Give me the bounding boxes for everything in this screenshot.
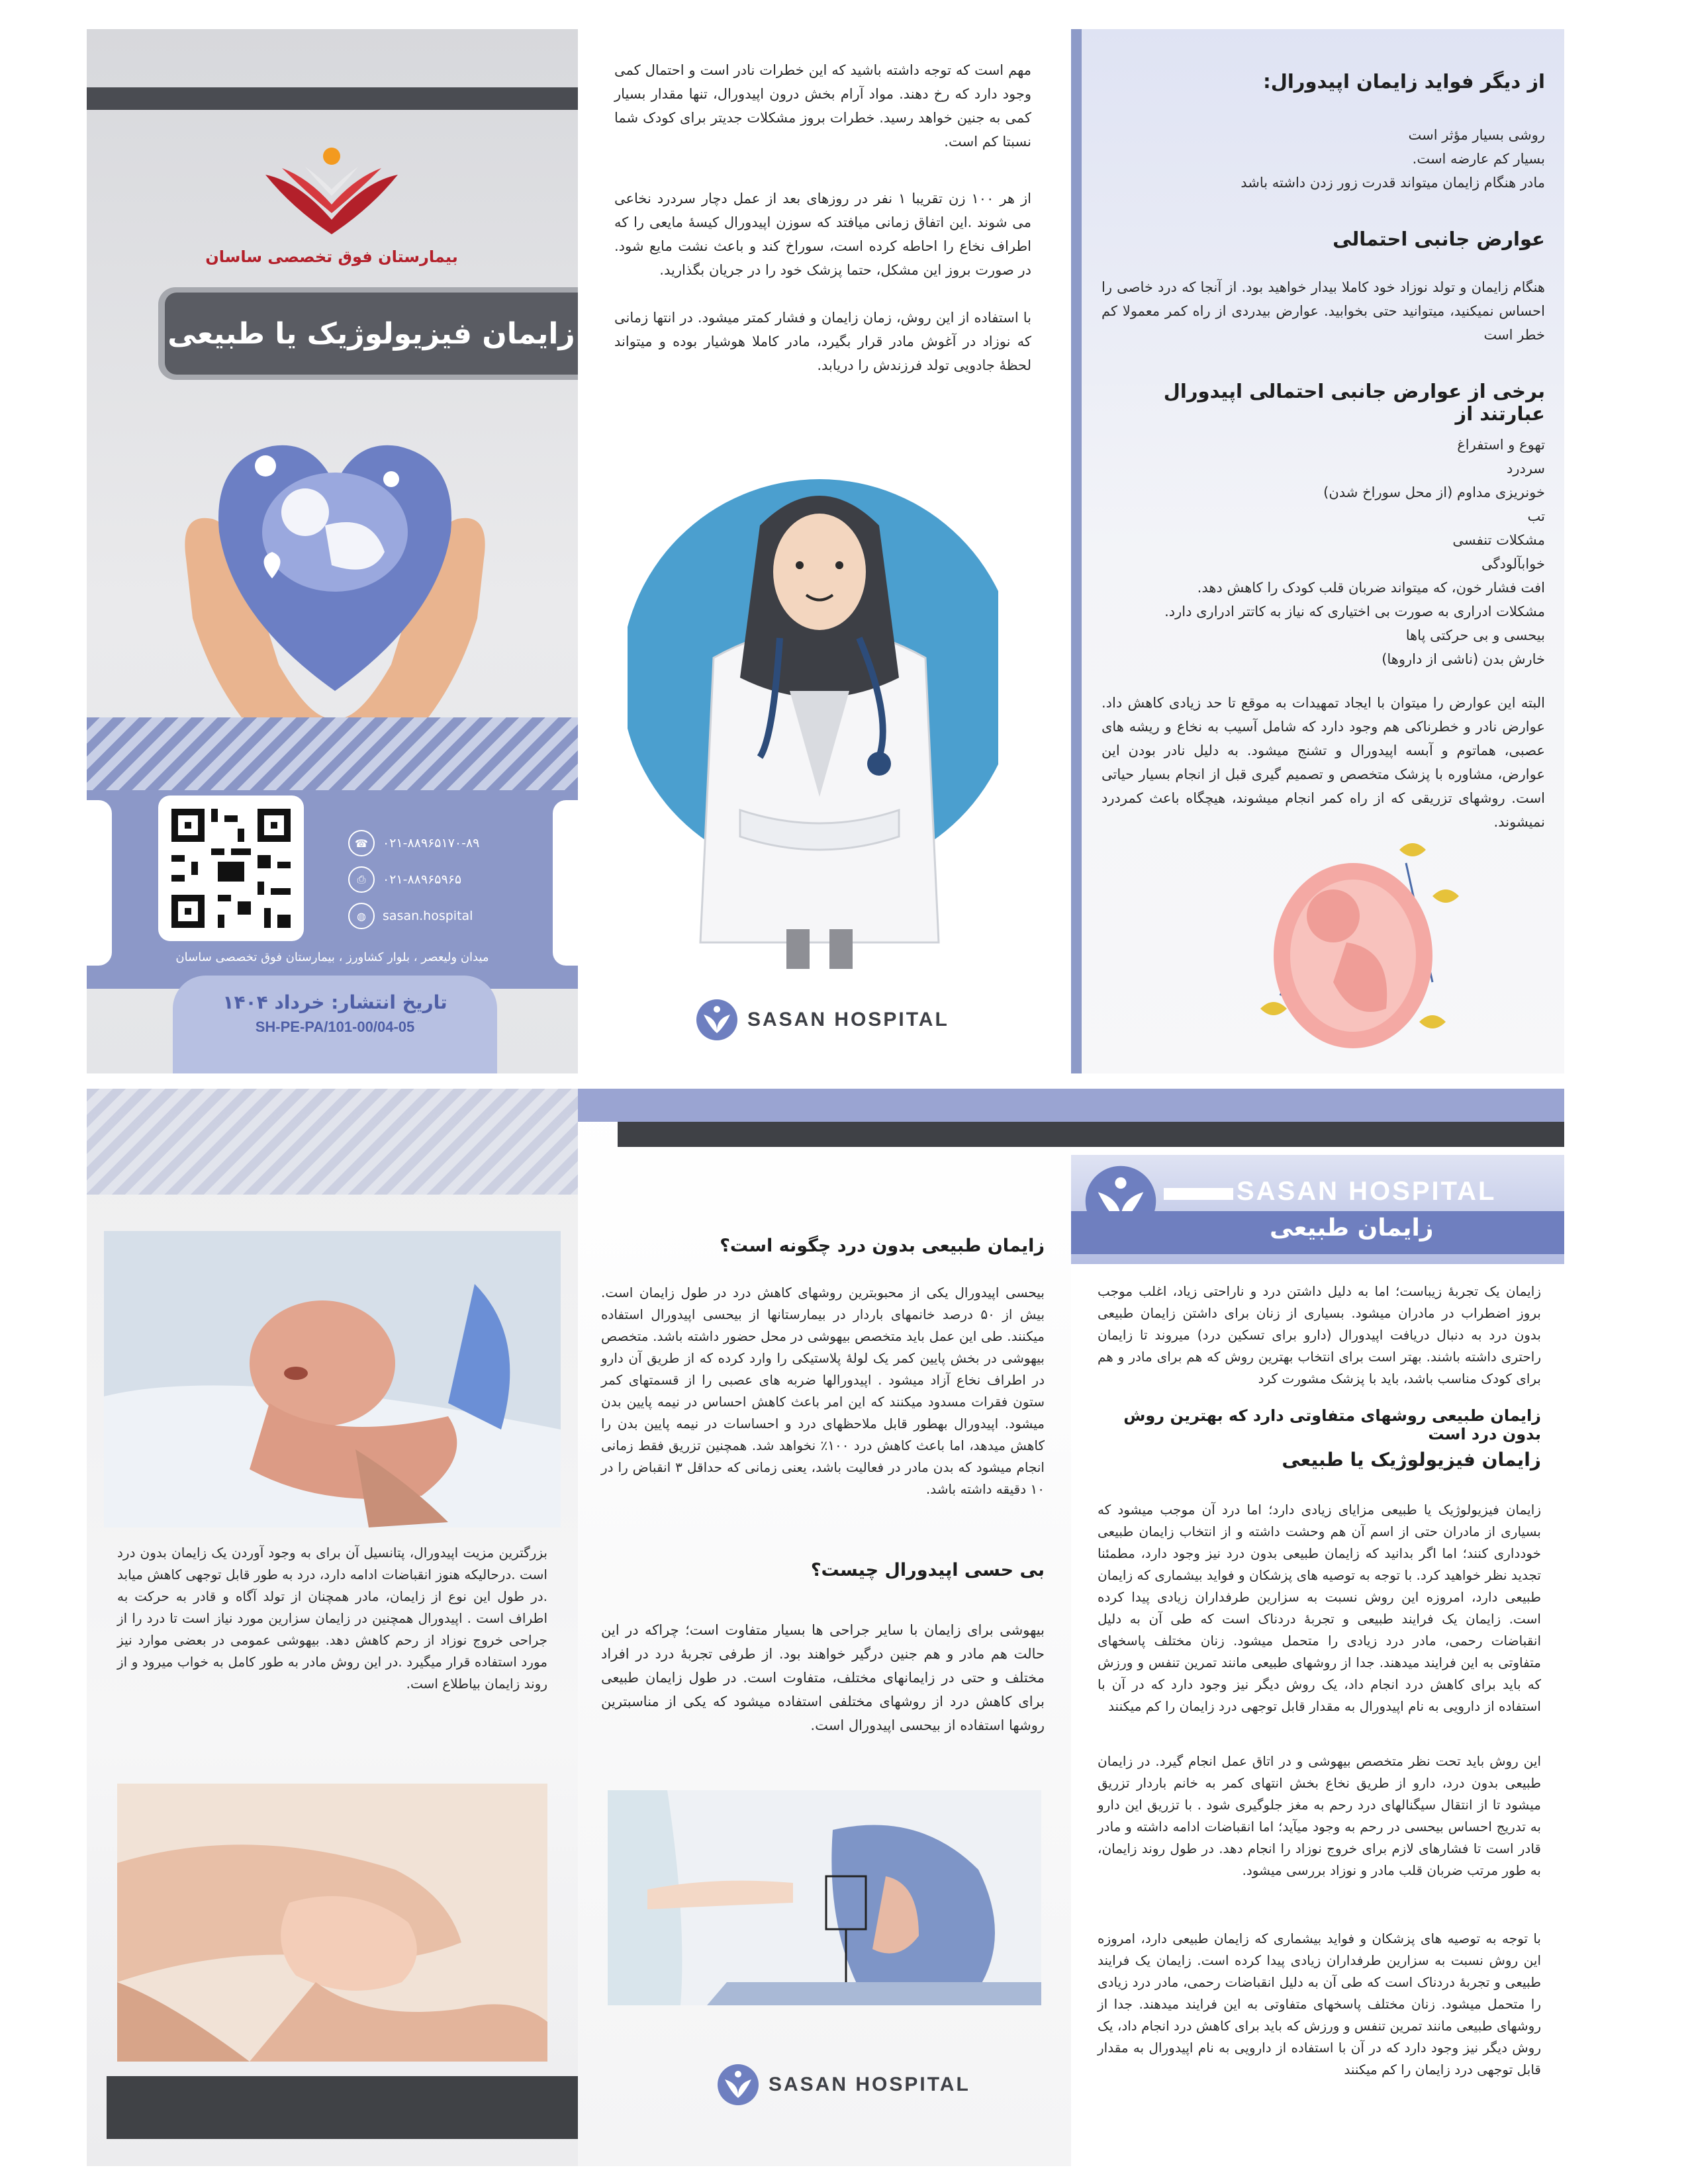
website-link[interactable]: sasan.hospital xyxy=(383,909,473,923)
sasan-logo-icon xyxy=(717,2064,759,2106)
baby-hand-photo xyxy=(117,1784,547,2062)
natural-birth-panel xyxy=(1071,1089,1564,2166)
side-effect-item: تهوع و استفراغ xyxy=(1457,437,1545,453)
panel6-header-band xyxy=(1071,1089,1564,1122)
natural-birth-intro: زایمان یک تجربهٔ زیباست؛ اما به دلیل داشتن درد و ناراحتی زیاد، اغلب موجب بروز اضطراب در مادران میشود. بسیاری از زنان برای داشتن زایمان طبیعی بدون درد به دنبال دریافت اپیدورال (دارو برای تسکین درد) میروند تا زایمان راحتری داشته باشند. بهتر است برای انتخاب بهترین روش که هم برای مادر و هم برای کودک مناسب باشد، باید با پزشک مشورت کرد xyxy=(1098,1283,1541,1387)
side-effects-list xyxy=(1102,433,1545,671)
side-effect-item: سردرد xyxy=(1506,461,1545,477)
epidural-risks-panel xyxy=(578,29,1071,1073)
panel6-dark-strip xyxy=(1071,1122,1564,1147)
benefits-heading: از دیگر فواید زایمان اپیدورال: xyxy=(1263,70,1545,93)
footer-logo xyxy=(696,997,961,1043)
possible-effects-heading: برخی از عوارض جانبی احتمالی اپیدورال عبارتند از xyxy=(1163,380,1545,425)
what-is-epidural-text: بیهوشی برای زایمان با سایر جراحی ها بسیار متفاوت است؛ چراکه در این حالت هم مادر و هم جنین درگیر خواهند بود. از طرفی تجربهٔ درد در افراد مختلف و حتی در زایمانهای مختلف، متفاوت است. در طول زایمان طبیعی برای کاهش درد از روشهای مختلفی استفاده میشود که یکی از مناسبترین روشها استفاده از بیحسی اپیدورال است. xyxy=(601,1622,1045,1733)
panel5-footer-logo xyxy=(717,2062,995,2108)
side-effects-heading: عوارض جانبی احتمالی xyxy=(1333,228,1545,250)
contact-tab-right xyxy=(553,800,578,966)
qr-code[interactable] xyxy=(158,796,304,941)
epidural-procedure-illustration xyxy=(608,1790,1041,2005)
physiologic-text-2: این روش باید تحت نظر متخصص بیهوشی و در اتاق عمل انجام گیرد. در زایمان طبیعی بدون درد، دارو از طریق نخاع بخش انتهای کمر به خانم باردار تزریق میشود تا از انتقال سیگنالهای درد رحم به مغز جلوگیری شود . با تزریق این دارو به تدریج احساس بیحسی در رحم به وجود میآید؛ اما انقباضات ادامه داشته و مادر قادر است تا فشارهای لازم برای خروج نوزاد را انجام دهد. در طول روند زایمان، به طور مرتب ضربان قلب مادر و نوزاد بررسی میشود. xyxy=(1098,1753,1541,1878)
painless-birth-text: بیحسی اپیدورال یکی از محبوبترین روشهای کاهش درد در طول زایمان است. بیش از ۵۰ درصد خانمهای باردار در بیمارستانها از بیحسی اپیدورال استفاده میکنند. طی این عمل باید متخصص بیهوشی در محل حضور داشته باشد. متخصص بیهوشی در بخش پایین کمر یک لولهٔ پلاستیکی را وارد کرده که از طریق آن دارو در اطراف نخاع آزاد میشود . اپیدورالها ضربه های عصبی را از قسمتهای کمر ستون فقرات مسدود میکنند که این امر باعث کاهش احساس در نیمه پایین بدن میشود. اپیدورال بهطور قابل ملاحظهای درد و احساسات در نیمه پایین بدن را کاهش میدهد، اما باعث کاهش درد ۱۰۰٪ نخواهد شد. همچنین تزریق فقط زمانی انجام میشود که بدن مادر در فعالیت باشد، یعنی زمانی که حداقل ۳ انقباض را در ۱۰ دقیقه داشته باشد. xyxy=(601,1285,1045,1497)
heart-baby-illustration xyxy=(173,400,497,731)
physiologic-text-3: با توجه به توصیه های پزشکان و فواید بیشماری که زایمان طبیعی دارد، امروزه این روش نسبت به سزارین طرفداران زیادی پیدا کرده است. زایمان یک فرایند طبیعی و تجربهٔ دردناک است که طی آن به دلیل انقباضات رحمی، مادر درد زیادی را متحمل میشود. زنان مختلف پاسخهای متفاوتی به این فرایند میدهند. جدا از روشهای طبیعی مانند تمرین تنفس و ورزش که باید برای کاهش درد انجام داد، یک روش دیگر نیز وجود دارد که در آن با استفاده از دارویی به نام اپیدورال به مقدار قابل توجهی درد زایمان را کم میکنند xyxy=(1098,1931,1541,2077)
benefit-item: بسیار کم عارضه است. xyxy=(1412,151,1545,167)
physiologic-text-1: زایمان فیزیولوژیک یا طبیعی مزایای زیادی دارد؛ اما درد آن موجب میشود که بسیاری از مادران حتی از اسم آن هم وحشت داشته و از انتخاب زایمان طبیعی خودداری کنند؛ اما اگر بدانید که زایمان طبیعی بدون درد نیز وجود دارد، مطمئنا تجدید نظر خواهید کرد. با توجه به توصیه های پزشکان و فواید بیشماری که زایمان طبیعی دارد، امروزه این روش نسبت به سزارین طرفداران زیادی پیدا کرده است. زایمان یک فرایند طبیعی و تجربهٔ دردناک است که طی آن به دلیل انقباضات رحمی، مادر درد زیادی را متحمل میشود. زنان مختلف پاسخهای متفاوتی به این فرایند میدهند. جدا از روشهای طبیعی مانند تمرین تنفس و ورزش که باید برای کاهش درد انجام داد، یک روش دیگر نیز وجود دارد که در آن با استفاده از دارویی به نام اپیدورال به مقدار قابل توجهی درد زایمان را کم میکنند xyxy=(1098,1502,1541,1714)
side-effect-item: خوابآلودگی xyxy=(1481,556,1545,572)
side-effect-item: افت فشار خون، که میتواند ضربان قلب کودک را کاهش دهد. xyxy=(1197,580,1545,596)
methods-heading: زایمان طبیعی روشهای متفاوتی دارد که بهترین روش بدون درد است xyxy=(1123,1406,1541,1443)
what-is-epidural-heading: بی حسی اپیدورال چیست؟ xyxy=(810,1560,1045,1580)
website-row xyxy=(348,903,473,929)
side-effect-item: بیحسی و بی حرکتی پاها xyxy=(1405,627,1545,643)
striped-band xyxy=(87,717,578,790)
address-text: میدان ولیعصر ، بلوار کشاورز ، بیمارستان فوق تخصصی ساسان xyxy=(175,950,489,964)
footer-brand-text: SASAN HOSPITAL xyxy=(747,1009,949,1030)
benefit-item: مادر هنگام زایمان میتواند قدرت زور زدن داشته باشد xyxy=(1241,175,1545,191)
panel5-brand-text: SASAN HOSPITAL xyxy=(769,2073,970,2095)
fax-icon: ⎙ xyxy=(348,866,375,893)
side-effects-intro: هنگام زایمان و تولد نوزاد خود کاملا بیدار خواهید بود. از آنجا که درد خاصی را احساس نمیکنید، میتوانید حتی بخوابید. عوارض بیدردی از راه کمر معمولا کم خطر است xyxy=(1102,279,1545,343)
benefits-list xyxy=(1102,123,1545,195)
side-effect-item: مشکلات ادراری به صورت بی اختیاری که نیاز به کاتتر ادراری دارد. xyxy=(1164,604,1545,619)
risks-paragraph-2: از هر ۱۰۰ زن تقریبا ۱ نفر در روزهای بعد از عمل دچار سردرد نخاعی می شوند .این اتفاق زمانی میافتد که سوزن اپیدورال کیسهٔ مایعی را که اطراف نخاع را احاطه کرده است، سوراخ کند و باعث نشت مایع شود. در صورت بروز این مشکل، حتما پزشک خود را در جریان بگذارید. xyxy=(614,191,1031,278)
doctor-illustration xyxy=(628,439,998,989)
bottom-striped-header xyxy=(87,1089,578,1195)
sasan-logo-icon xyxy=(696,999,738,1041)
panel4-footer-bar xyxy=(107,2076,578,2139)
side-effect-item: تب xyxy=(1527,508,1545,524)
banner-subtitle: زایمان طبیعی xyxy=(1270,1214,1434,1242)
side-effect-item: خارش بدن (ناشی از داروها) xyxy=(1382,651,1545,667)
benefit-item: روشی بسیار مؤثر است xyxy=(1408,127,1545,143)
risks-paragraph-3: با استفاده از این روش، زمان زایمان و فشار کمتر میشود. در انتها زمانی که نوزاد در آغوش مادر قرار بگیرد، مادر کاملا هوشیار بوده و میتواند لحظهٔ جادویی تولد فرزندش را دریابد. xyxy=(614,310,1031,373)
painless-birth-heading: زایمان طبیعی بدون درد چگونه است؟ xyxy=(720,1236,1045,1256)
side-effects-conclusion: البته این عوارض را میتوان با ایجاد تمهیدات به موقع تا حد زیادی کاهش داد. عوارض نادر و خطرناکی هم وجود دارد که شامل آسیب به نخاع و ریشه های عصبی، هماتوم و آبسه اپیدورال و تشنج میشود. به دلیل نادر بودن این عوارض، مشاوره با پزشک متخصص و تصمیم گیری قبل از انجام بسیار حیاتی است. روشهای تزریقی که از راه کمر انجام میشوند، هیچگاه باعث کمردرد نمیشوند. xyxy=(1102,695,1545,830)
phone-row-2 xyxy=(348,866,461,893)
newborn-photo xyxy=(104,1231,561,1527)
contact-tab-left xyxy=(87,800,112,966)
side-effect-item: خونریزی مداوم (از محل سوراخ شدن) xyxy=(1323,484,1545,500)
phone-icon: ☎ xyxy=(348,830,375,856)
cover-panel xyxy=(87,29,578,1073)
epidural-benefits-panel xyxy=(1071,29,1564,1073)
birth-images-panel xyxy=(87,1089,578,2166)
painless-birth-panel xyxy=(578,1089,1071,2166)
cover-title: زایمان فیزیولوژیک یا طبیعی xyxy=(165,293,578,375)
epidural-advantage-text: بزرگترین مزیت اپیدورال، پتانسیل آن برای به وجود آوردن یک زایمان بدون درد است .درحالیکه هنوز انقباضات ادامه دارد، درد به طور قابل توجهی کاهش میابد .در طول این نوع از زایمان، مادر همچنان از تولد آگاه و قادر به حرکت به اطراف است . اپیدورال همچنین در زایمان سزارین مورد نیاز است تا درد را از جراحی خروج نوزاد از رحم کاهش دهد. بیهوشی عمومی در بعضی موارد نیز مورد استفاده قرار میگیرد .در این روش مادر به طور کامل به خواب میرود و از روند زایمان بیاطلاع است. xyxy=(117,1545,547,1692)
phone-row-1 xyxy=(348,830,479,856)
globe-icon: ◍ xyxy=(348,903,375,929)
document-code: SH-PE-PA/101-00/04-05 xyxy=(255,1019,415,1035)
panel5-dark-strip xyxy=(618,1122,1071,1147)
phone-number-2[interactable]: ۰۲۱-۸۸۹۶۵۹۶۵ xyxy=(383,872,462,887)
publish-date: تاریخ انتشار: خرداد ۱۴۰۴ xyxy=(222,991,447,1013)
physiologic-heading: زایمان فیزیولوژیک یا طبیعی xyxy=(1282,1449,1541,1471)
publish-box xyxy=(173,976,497,1073)
banner-brand-text: SASAN HOSPITAL xyxy=(1237,1177,1497,1206)
cover-top-bar xyxy=(87,87,578,110)
panel5-header-band xyxy=(578,1089,1071,1122)
banner-white-line xyxy=(1164,1188,1233,1200)
side-effect-item: مشکلات تنفسی xyxy=(1452,532,1545,548)
fetus-illustration xyxy=(1234,823,1472,1062)
phone-number-1[interactable]: ۰۲۱-۸۸۹۶۵۱۷۰-۸۹ xyxy=(383,836,480,850)
hospital-name-fa: بیمارستان فوق تخصصی ساسان xyxy=(205,248,458,266)
risks-paragraph-1: مهم است که توجه داشته باشید که این خطرات نادر است و احتمال کمی وجود دارد که رخ دهند. مواد آرام بخش درون اپیدورال، تنها مقدار بسیار کمی به جنین خواهد رسید. خطرات بروز مشکلات جدیتر برای کودک شما نسبتا کم است. xyxy=(614,62,1031,150)
hospital-logo xyxy=(246,142,418,241)
